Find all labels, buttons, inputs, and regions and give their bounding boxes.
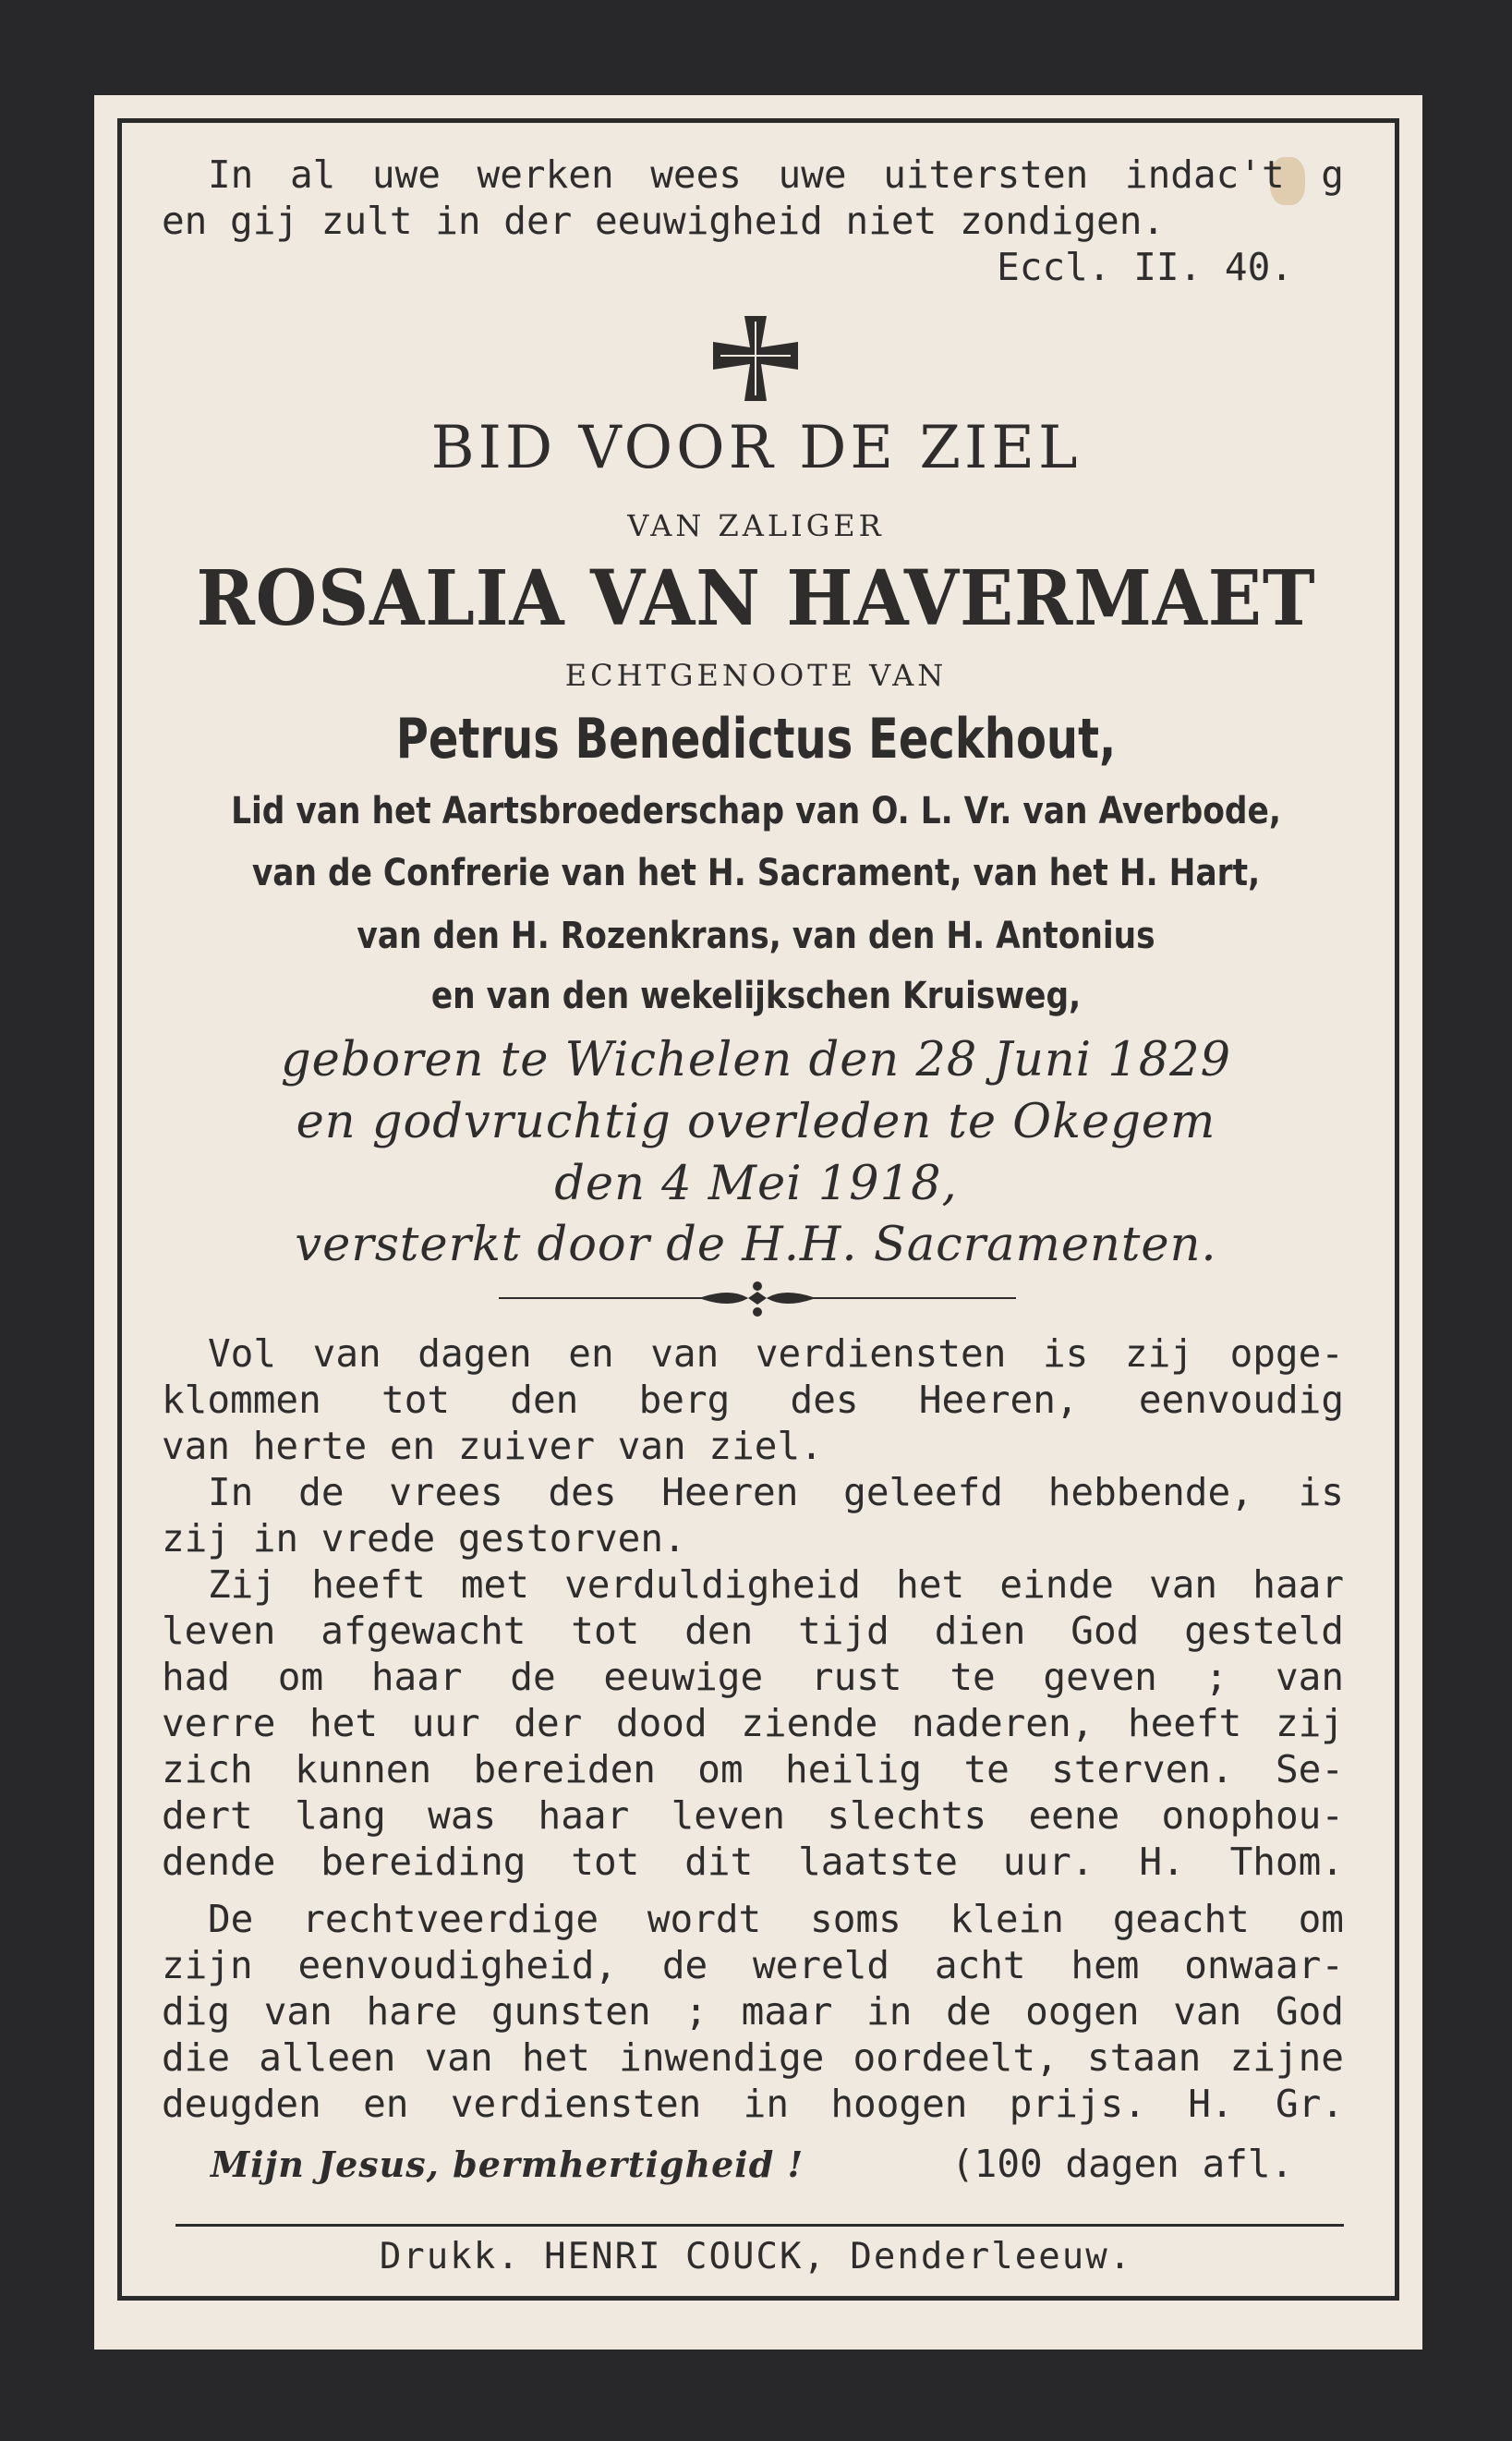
sacraments-line: versterkt door de H.H. Sacramenten.	[295, 1218, 1217, 1272]
paragraph-line: zijn eenvoudigheid, de wereld acht hem onwaar-	[162, 1943, 1344, 1987]
deceased-name: ROSALIA VAN HAVERMAET	[196, 554, 1316, 643]
paragraph-line: verre het uur der dood ziende naderen, heeft zij	[162, 1701, 1344, 1745]
paragraph-line: leven afgewacht tot den tijd dien God gesteld	[162, 1609, 1344, 1653]
membership-line-2: van de Confrerie van het H. Sacrament, van het H. Hart,	[251, 852, 1261, 894]
epigraph	[162, 152, 1344, 290]
paragraph-line: klommen tot den berg des Heeren, eenvoudig	[162, 1378, 1344, 1422]
heading-bid-voor-de-ziel: BID VOOR DE ZIEL	[430, 414, 1082, 482]
paragraph-line: In de vrees des Heeren geleefd hebbende, is	[208, 1470, 1344, 1514]
paragraph-line: die alleen van het inwendige oordeelt, staan zijne	[162, 2035, 1344, 2080]
epigraph-line-1: In al uwe werken wees uwe uitersten indac't g	[208, 152, 1344, 197]
paragraph-line: van herte en zuiver van ziel.	[162, 1424, 823, 1468]
paragraph-line: dig van hare gunsten ; maar in de oogen van God	[162, 1989, 1344, 2034]
printer-imprint: Drukk. HENRI COUCK, Denderleeuw.	[379, 2236, 1133, 2277]
indulgence-note: (100 dagen afl.	[951, 2142, 1294, 2186]
paragraph-line: De rechtveerdige wordt soms klein geacht om	[208, 1897, 1344, 1941]
paragraph-line: dert lang was haar leven slechts eene onophou-	[162, 1793, 1344, 1838]
paragraph-line: zij in vrede gestorven.	[162, 1516, 686, 1561]
van-zaliger: VAN ZALIGER	[627, 508, 885, 543]
paragraph-4	[162, 1896, 1344, 2127]
membership-line-3: van den H. Rozenkrans, van den H. Antonius	[357, 915, 1155, 957]
paragraph-3	[162, 1561, 1344, 1885]
husband-name: Petrus Benedictus Eeckhout,	[395, 707, 1117, 771]
birth-line: geboren te Wichelen den 28 Juni 1829	[280, 1033, 1232, 1087]
paragraph-1	[162, 1330, 1344, 1469]
paragraph-line: zich kunnen bereiden om heilig te sterven. Se-	[162, 1747, 1344, 1791]
membership-line-1: Lid van het Aartsbroederschap van O. L. Vr. van Averbode,	[231, 790, 1281, 832]
prayer-invocation: Mijn Jesus, bermhertigheid !	[211, 2143, 804, 2185]
paragraph-line: Vol van dagen en van verdiensten is zij opge-	[208, 1331, 1344, 1376]
paragraph-line: Zij heeft met verduldigheid het einde van haar	[208, 1562, 1344, 1607]
paragraph-line: had om haar de eeuwige rust te geven ; van	[162, 1655, 1344, 1699]
epigraph-reference: Eccl. II. 40.	[997, 245, 1293, 289]
epigraph-line-2: en gij zult in der eeuwigheid niet zondigen.	[162, 199, 1166, 243]
cross-pattee-icon	[709, 312, 802, 405]
death-date: den 4 Mei 1918,	[554, 1157, 958, 1211]
ornamental-divider	[499, 1275, 1016, 1321]
echtgenoote-van: ECHTGENOOTE VAN	[564, 658, 948, 693]
death-line: en godvruchtig overleden te Okegem	[296, 1095, 1216, 1149]
paragraph-2	[162, 1469, 1344, 1561]
membership-line-4: en van den wekelijkschen Kruisweg,	[430, 975, 1082, 1017]
paragraph-line: dende bereiding tot dit laatste uur. H. Thom.	[162, 1840, 1344, 1884]
footer-divider	[175, 2224, 1344, 2227]
paragraph-line: deugden en verdiensten in hoogen prijs. H. Gr.	[162, 2082, 1344, 2126]
